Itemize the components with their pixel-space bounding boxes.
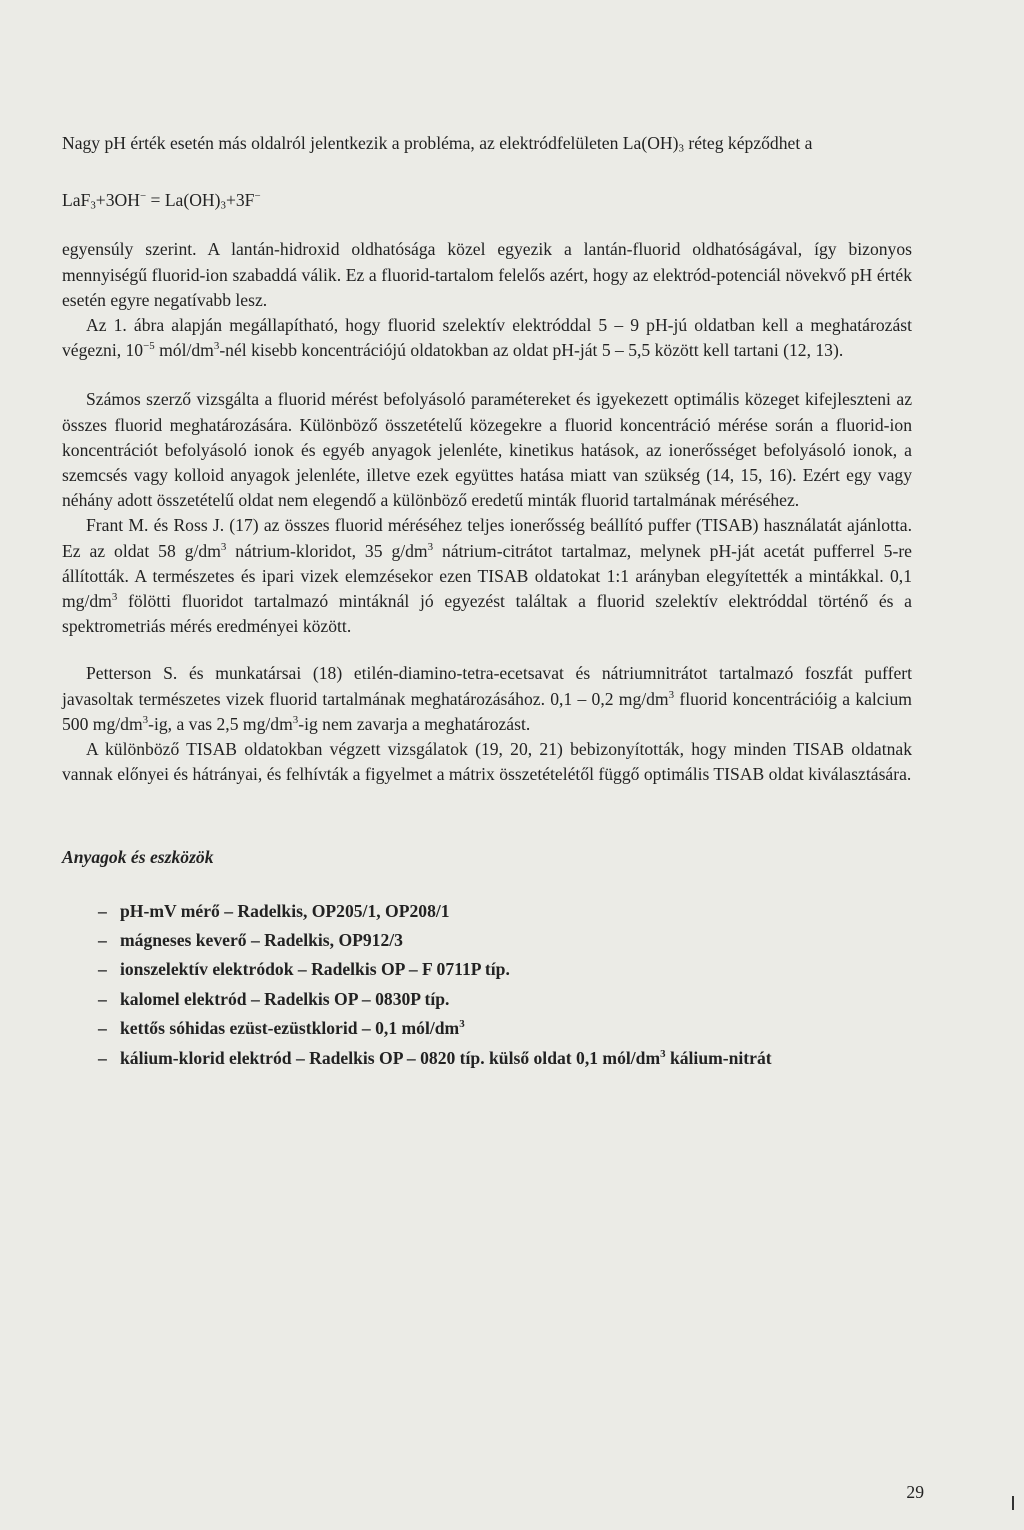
section-heading: Anyagok és eszközök (62, 847, 214, 868)
equilibrium-formula: $LaF_3+3OH^- = La(OH)_3+3F^-$ (62, 190, 261, 212)
paragraph-3: Az 1. ábra alapján megállapítható, hogy fluorid szelektív elektróddal 5 – 9 pH-jú oldatban kell a meghatározást végezni, $10^{-5}$ mól/$dm^3$-nél kisebb koncentrációjú oldatokban az oldat pH-ját 5 – 5,5 között kell tartani (12, 13). (62, 315, 912, 361)
paragraph-7: A különböző TISAB oldatokban végzett vizsgálatok (19, 20, 21) bebizonyították, hogy minden TISAB oldatnak vannak előnyei és hátrányai, és felhívták a figyelmet a mátrix összetételétől függő optimális TISAB oldat kiválasztására. (62, 739, 912, 785)
paragraph-5: Frant M. és Ross J. (17) az összes fluorid méréséhez teljes ionerősség beállító puffer (TISAB) használatát ajánlotta. Ez az oldat 58 $g/dm^3$ nátrium-kloridot, 35 $g/dm^3$ nátrium-citrátot tartalmaz, melynek pH-ját acetát pufferrel 5-re állították. A természetes és ipari vizek elemzésekor ezen TISAB oldatokat 1:1 arányban elegyítették a mintákkal. 0,1 $mg/dm^3$ fölötti fluoridot tartalmazó mintáknál jó egyezést találtak a fluorid szelektív elektróddal történő és a spektrometriás mérés eredményei között. (62, 515, 912, 637)
paragraph-2: egyensúly szerint. A lantán-hidroxid oldhatósága közel egyezik a lantán-fluorid oldhatóságával, így bizonyos mennyiségű fluorid-ion szabaddá válik. Ez a fluorid-tartalom felelős azért, hogy az elektród-potenciál növekvő pH érték esetén egyre negatívabb lesz. (62, 239, 912, 310)
materials-list (62, 897, 912, 1073)
list-item: – kalomel elektród – Radelkis OP – 0830P típ. (120, 985, 912, 1014)
body-text (62, 131, 912, 1073)
paragraph-4: Számos szerző vizsgálta a fluorid mérést befolyásoló paramétereket és igyekezett optimális közeget kifejleszteni az összes fluorid meghatározására. Különböző összetételű közegekre a fluorid koncentráció mérése során a fluorid-ion koncentrációt befolyásoló ionok és egyéb anyagok jelenléte, kinetikus hatások, az ionerősséget befolyásoló ionok, a szemcsés vagy kolloid anyagok jelenléte, illetve ezek együttes hatása miatt van szükség (14, 15, 16). Ezért egy vagy néhány adott összetételű oldat nem elegendő a különböző eredetű minták fluorid tartalmának méréséhez. (62, 389, 912, 511)
list-item: – kálium-klorid elektród – Radelkis OP – 0820 típ. külső oldat 0,1 mól/$dm^3$ kálium-nitrát (120, 1044, 912, 1073)
page-number: 29 (906, 1482, 924, 1502)
edge-mark (1012, 1496, 1014, 1510)
list-item: – mágneses keverő – Radelkis, OP912/3 (120, 926, 912, 955)
list-item: – ionszelektív elektródok – Radelkis OP – F 0711P típ. (120, 955, 912, 984)
list-item: – pH-mV mérő – Radelkis, OP205/1, OP208/1 (120, 897, 912, 926)
paragraph-1: Nagy pH érték esetén más oldalról jelentkezik a probléma, az elektródfelületen $La(OH)_3$ réteg képződhet a (62, 133, 813, 155)
paragraph-6: Petterson S. és munkatársai (18) etilén-diamino-tetra-ecetsavat és nátriumnitrátot tartalmazó foszfát puffert javasoltak természetes vizek fluorid tartalmának meghatározásához. 0,1 – 0,2 $mg/dm^3$ fluorid koncentrációig a kalcium 500 $mg/dm^3-ig$, a vas 2,5 $mg/dm^3-ig$ nem zavarja a meghatározást. (62, 663, 912, 734)
list-item: – kettős sóhidas ezüst-ezüstklorid – 0,1 mól/$dm^3$ (120, 1014, 912, 1043)
